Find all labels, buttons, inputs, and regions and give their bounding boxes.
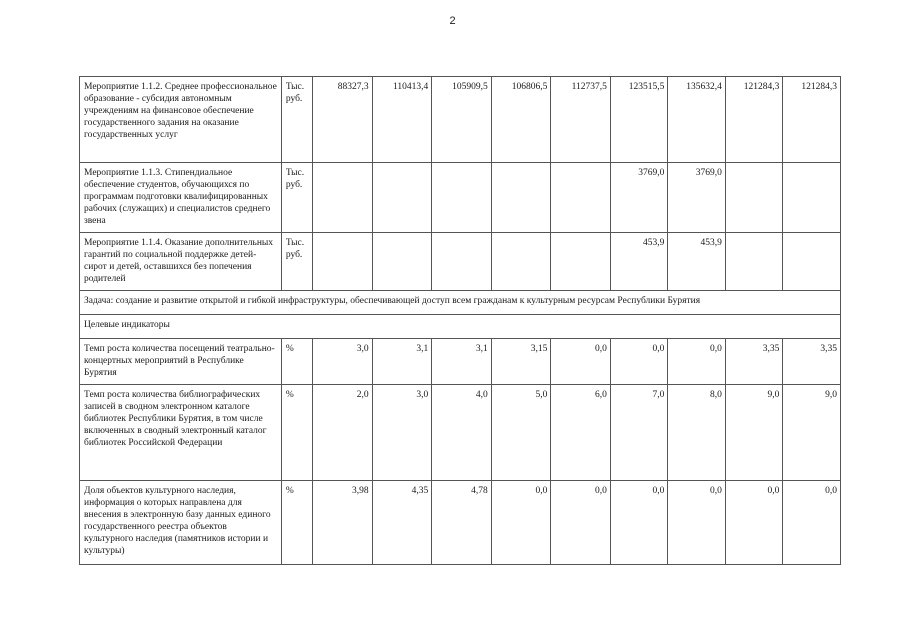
table-row (80, 339, 841, 385)
indicator-value: 0,0 (491, 481, 551, 565)
row-value (725, 233, 783, 291)
indicator-value: 3,0 (313, 339, 373, 385)
indicator-value: 4,0 (432, 385, 492, 481)
row-value: 121284,3 (783, 77, 841, 163)
indicator-value: 8,0 (668, 385, 726, 481)
indicator-value: 4,78 (432, 481, 492, 565)
row-value (491, 163, 551, 233)
row-value (372, 163, 432, 233)
row-value (491, 233, 551, 291)
row-value: 3769,0 (610, 163, 668, 233)
indicator-value: 0,0 (610, 339, 668, 385)
indicator-unit: % (281, 339, 312, 385)
indicator-value: 3,0 (372, 385, 432, 481)
row-unit: Тыс. руб. (281, 163, 312, 233)
row-name: Мероприятие 1.1.2. Среднее профессиональное образование - субсидия автономным учреждениям на финансовое обеспечение государственного задания на оказание государственных услуг (80, 77, 282, 163)
row-name: Мероприятие 1.1.3. Стипендиальное обеспечение студентов, обучающихся по программам подготовки квалифицированных рабочих (служащих) и специалистов среднего звена (80, 163, 282, 233)
indicator-name: Доля объектов культурного наследия, информация о которых направлена для внесения в электронную базу данных единого государственного реестра объектов культурного наследия (памятников истории и культуры) (80, 481, 282, 565)
row-value: 110413,4 (372, 77, 432, 163)
row-value: 135632,4 (668, 77, 726, 163)
indicator-value: 4,35 (372, 481, 432, 565)
indicator-value: 0,0 (551, 339, 611, 385)
row-value (725, 163, 783, 233)
row-value (551, 233, 611, 291)
indicators-header-row (80, 315, 841, 339)
row-value (783, 163, 841, 233)
row-value (551, 163, 611, 233)
row-name: Мероприятие 1.1.4. Оказание дополнительных гарантий по социальной поддержке детей-сирот и детей, оставшихся без попечения родителей (80, 233, 282, 291)
indicator-value: 5,0 (491, 385, 551, 481)
indicator-name: Темп роста количества библиографических записей в сводном электронном каталоге библиотек Республики Бурятия, в том числе включенных в сводный электронный каталог библиотек Российской Федерации (80, 385, 282, 481)
indicator-value: 0,0 (551, 481, 611, 565)
task-text: Задача: создание и развитие открытой и гибкой инфраструктуры, обеспечивающей доступ всем гражданам к культурным ресурсам Республики Бурятия (80, 291, 841, 315)
indicator-value: 9,0 (783, 385, 841, 481)
row-value: 123515,5 (610, 77, 668, 163)
indicator-value: 7,0 (610, 385, 668, 481)
row-value (432, 163, 492, 233)
indicator-value: 3,1 (372, 339, 432, 385)
row-value: 3769,0 (668, 163, 726, 233)
row-value: 453,9 (668, 233, 726, 291)
row-value: 105909,5 (432, 77, 492, 163)
row-value (432, 233, 492, 291)
indicator-unit: % (281, 385, 312, 481)
row-value: 453,9 (610, 233, 668, 291)
row-value: 106806,5 (491, 77, 551, 163)
indicator-value: 3,35 (783, 339, 841, 385)
table-row (80, 385, 841, 481)
page-number: 2 (449, 15, 456, 27)
indicator-value: 3,35 (725, 339, 783, 385)
row-value (313, 233, 373, 291)
row-value (372, 233, 432, 291)
row-value (313, 163, 373, 233)
indicators-header: Целевые индикаторы (80, 315, 841, 339)
row-value: 121284,3 (725, 77, 783, 163)
indicator-value: 2,0 (313, 385, 373, 481)
indicator-value: 0,0 (725, 481, 783, 565)
indicator-value: 6,0 (551, 385, 611, 481)
program-table (79, 76, 841, 565)
row-unit: Тыс. руб. (281, 77, 312, 163)
indicator-value: 0,0 (783, 481, 841, 565)
indicator-value: 9,0 (725, 385, 783, 481)
row-value: 88327,3 (313, 77, 373, 163)
indicator-value: 0,0 (668, 481, 726, 565)
row-value (783, 233, 841, 291)
indicator-value: 0,0 (610, 481, 668, 565)
indicator-value: 3,98 (313, 481, 373, 565)
task-row (80, 291, 841, 315)
indicator-unit: % (281, 481, 312, 565)
indicator-value: 3,15 (491, 339, 551, 385)
row-unit: Тыс. руб. (281, 233, 312, 291)
table-row (80, 163, 841, 233)
table-row (80, 77, 841, 163)
table-row (80, 233, 841, 291)
table-row (80, 481, 841, 565)
row-value: 112737,5 (551, 77, 611, 163)
indicator-value: 0,0 (668, 339, 726, 385)
indicator-name: Темп роста количества посещений театрально-концертных мероприятий в Республике Бурятия (80, 339, 282, 385)
indicator-value: 3,1 (432, 339, 492, 385)
